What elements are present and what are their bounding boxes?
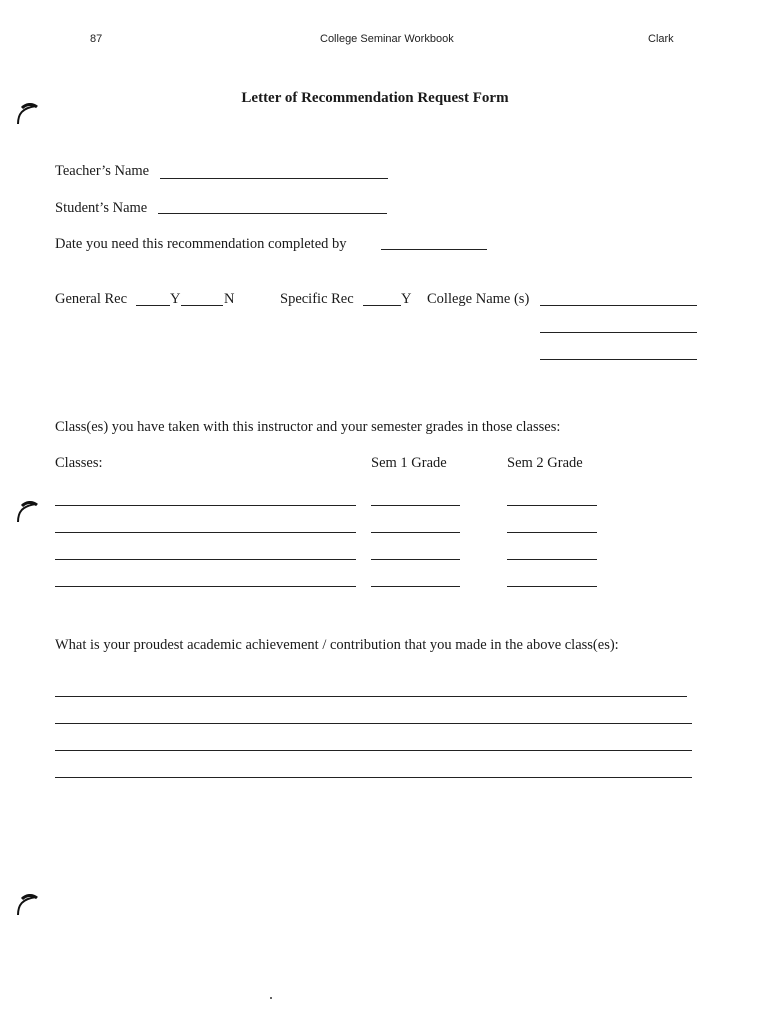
college-name-field[interactable]: [540, 305, 697, 306]
teacher-name-field[interactable]: [160, 178, 388, 179]
binder-mark-icon: [16, 500, 38, 524]
general-rec-label: General Rec: [55, 291, 128, 307]
sem2-grade-field[interactable]: [507, 559, 597, 560]
form-title: Letter of Recommendation Request Form: [241, 90, 509, 106]
achievement-prompt: What is your proudest academic achievement / contribution that you made in the above class(es):: [55, 637, 619, 653]
class-field[interactable]: [55, 532, 356, 533]
sem1-grade-field[interactable]: [371, 559, 460, 560]
student-name-field[interactable]: [158, 213, 387, 214]
specific-rec-label: Specific Rec: [280, 291, 354, 307]
sem1-grade-field[interactable]: [371, 505, 460, 506]
due-date-field[interactable]: [381, 249, 487, 250]
achievement-answer-line[interactable]: [55, 777, 692, 778]
college-name-label: College Name (s): [427, 291, 530, 307]
class-field[interactable]: [55, 559, 356, 560]
sem1-grade-field[interactable]: [371, 586, 460, 587]
sem2-column-header: Sem 2 Grade: [507, 455, 583, 471]
sem2-grade-field[interactable]: [507, 586, 597, 587]
class-field[interactable]: [55, 505, 356, 506]
page-number: 87: [90, 33, 103, 45]
sem2-grade-field[interactable]: [507, 505, 597, 506]
college-name-field[interactable]: [540, 359, 697, 360]
specific-rec-yes-field[interactable]: [363, 305, 401, 306]
sem2-grade-field[interactable]: [507, 532, 597, 533]
sem1-grade-field[interactable]: [371, 532, 460, 533]
general-rec-no-label: N: [224, 291, 235, 307]
class-field[interactable]: [55, 586, 356, 587]
workbook-title: College Seminar Workbook: [320, 33, 454, 45]
achievement-answer-line[interactable]: [55, 750, 692, 751]
classes-column-header: Classes:: [55, 455, 103, 471]
binder-mark-icon: [16, 893, 38, 917]
scan-speck: [270, 997, 272, 999]
general-rec-yes-label: Y: [170, 291, 181, 307]
author-name: Clark: [648, 33, 674, 45]
general-rec-no-field[interactable]: [181, 305, 223, 306]
specific-rec-yes-label: Y: [401, 291, 412, 307]
teacher-name-label: Teacher’s Name: [55, 163, 150, 179]
sem1-column-header: Sem 1 Grade: [371, 455, 447, 471]
achievement-answer-line[interactable]: [55, 723, 692, 724]
classes-prompt: Class(es) you have taken with this instructor and your semester grades in those classes:: [55, 419, 561, 435]
general-rec-yes-field[interactable]: [136, 305, 170, 306]
college-name-field[interactable]: [540, 332, 697, 333]
student-name-label: Student’s Name: [55, 200, 148, 216]
achievement-answer-line[interactable]: [55, 696, 687, 697]
due-date-label: Date you need this recommendation completed by: [55, 236, 347, 252]
